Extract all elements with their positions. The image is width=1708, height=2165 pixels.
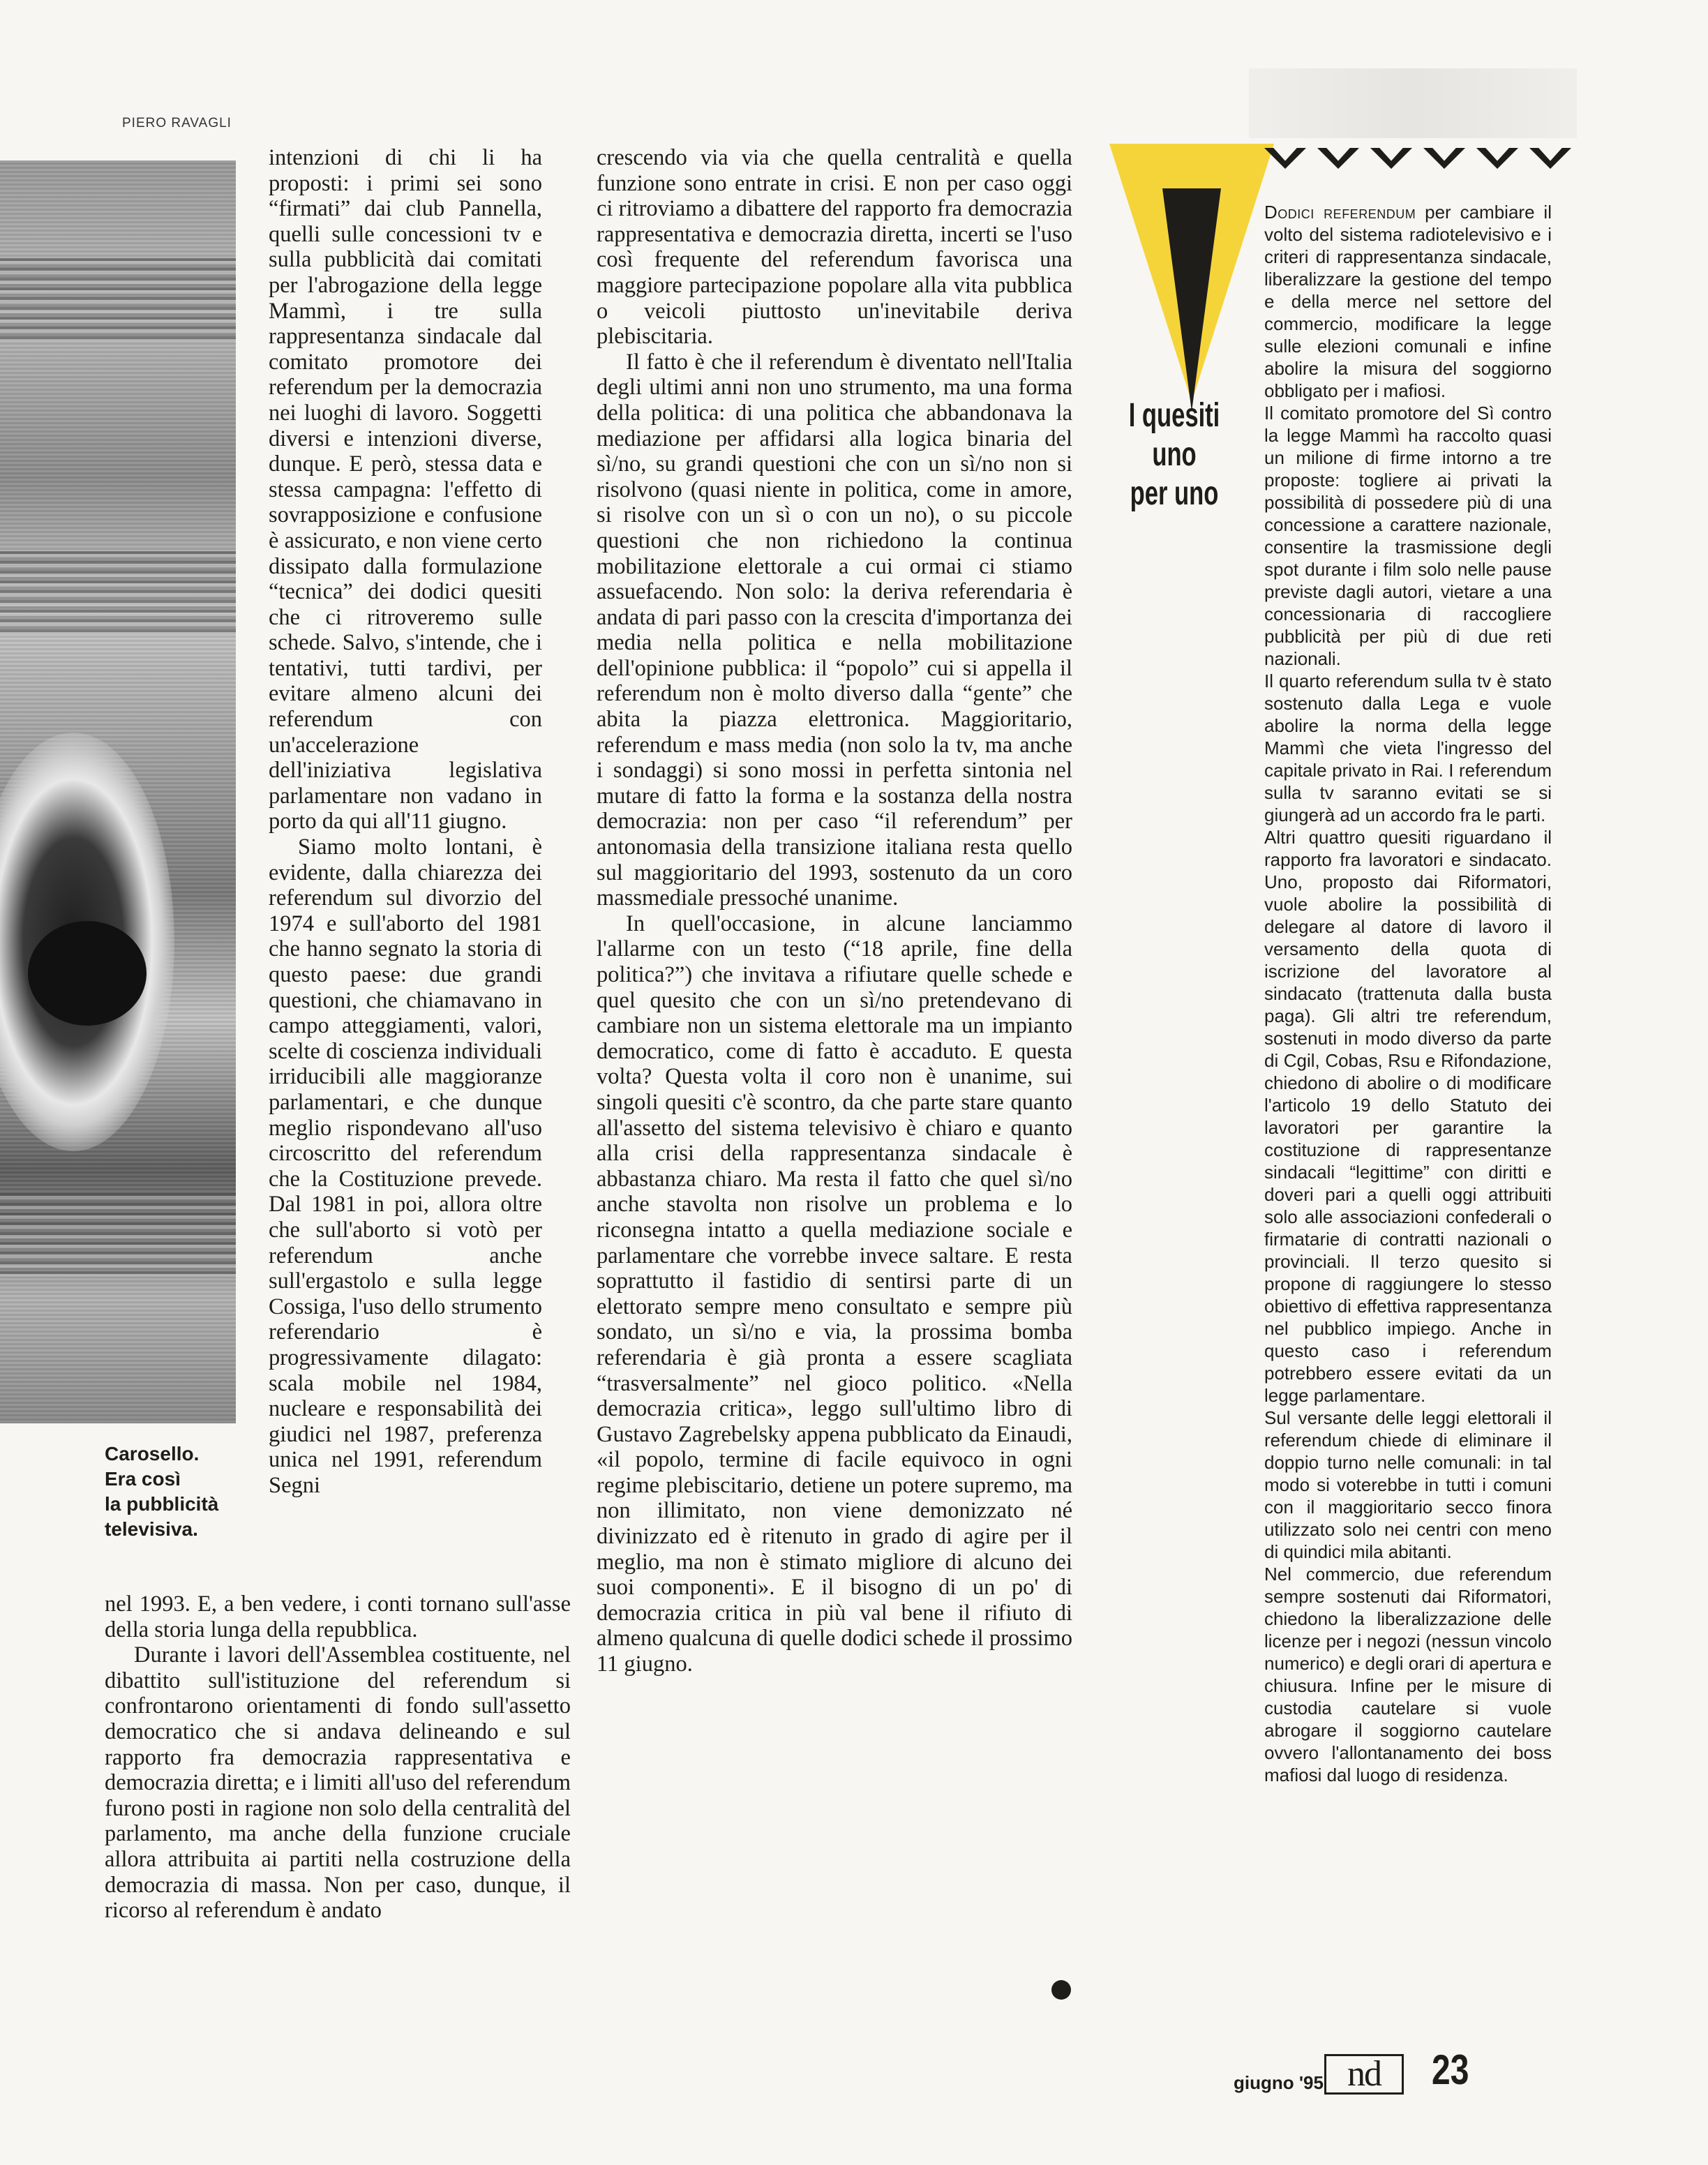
sidebar-paragraph: Sul versante delle leggi elettorali il referendum chiede di eliminare il doppio turno nelle comunali: in tal modo si voterebbe in tutti i comuni con il maggioritario secco finora utilizzato solo nei centri con meno di quindici mila abitanti. [1264, 1407, 1552, 1562]
article-column-1-bottom [105, 1591, 571, 1924]
sidebar-paragraph: Il quarto referendum sulla tv è stato sostenuto dalla Lega e vuole abolire la norma della legge Mammì che vieta l'ingresso del capitale privato in Rai. I referendum sulla tv saranno evitati se si giungerà ad un accordo fra le parti. [1264, 671, 1552, 825]
article-column-2 [597, 145, 1072, 1677]
photo-mouth [28, 921, 147, 1026]
page-number: 23 [1432, 2046, 1469, 2093]
article-paragraph: crescendo via via che quella centralità e quella funzione sono entrate in crisi. E non per caso oggi ci ritroviamo a dibattere del rapporto fra democrazia rappresentativa e democrazia diretta, incerti se l'uso così frequente del referendum favorisca una maggiore partecipazione popolare alla vita pubblica o veicoli piuttosto un'inevitabile deriva plebiscitaria. [597, 145, 1072, 350]
chevron-down-icon [1317, 148, 1359, 169]
faded-heading-bleed [1249, 68, 1577, 138]
carosello-photo [0, 160, 236, 1423]
caption-line: televisiva. [105, 1518, 198, 1540]
sidebar-paragraph: Nel commercio, due referendum sempre sostenuti dai Riformatori, chiedono la liberalizzazione delle licenze per i negozi (nessun vincolo numerico) e degli orari di apertura e chiusura. Infine per le misure di custodia cautelare si vuole abrogare il soggiorno cautelare ovvero l'allontanamento dei boss mafiosi dal luogo di residenza. [1264, 1564, 1552, 1785]
article-paragraph: nel 1993. E, a ben vedere, i conti tornano sull'asse della storia lunga della repubblica. [105, 1591, 571, 1642]
chevron-down-icon [1264, 148, 1306, 169]
article-column-1 [269, 145, 542, 1498]
photo-band [0, 1193, 236, 1277]
article-paragraph: In quell'occasione, in alcune lanciammo l'allarme con un testo (“18 aprile, fine della politica?”) che invitava a rifiutare quelle schede e quel quesito che con un sì/no pretendevano di cambiare non un sistema elettorale ma un impianto democratico, come di fatto è accaduto. E questa volta? Questa volta il coro non è unanime, sui singoli quesiti c'è scontro, da che parte stare quanto all'assetto del sistema televisivo è chiaro e quanto alla crisi della rappresentanza sindacale è abbastanza chiaro. Ma resta il fatto che quel sì/no anche stavolta non risolve un problema e lo riconsegna intatto a quella mediazione sociale e parlamentare che vorrebbe invece saltare. E resta soprattutto il fastidio di sentirsi parte di un elettorato sempre meno consultato e sempre più sondato, un sì/no e via, la prossima bomba referendaria è già pronta a essere scagliata “trasversalmente” nel gioco politico. «Nella democrazia critica», leggo sull'ultimo libro di Gustavo Zagrebelsky appena pubblicato da Einaudi, «il popolo, termine di facile equivoco in ogni regime plebiscitario, detiene un potere supremo, ma non illimitato, non viene demonizzato né divinizzato ed è ritenuto in grado di agire per il meglio, ma non è stimato migliore di alcuno dei suoi componenti». E il bisogno di un po' di democrazia critica in più val bene il rifiuto di almeno qualcuna di quelle dodici schede il prossimo 11 giugno. [597, 911, 1072, 1677]
sidebar-box [1264, 201, 1552, 1786]
photo-band [0, 551, 236, 635]
sidebar-title [1128, 396, 1221, 514]
article-paragraph: Durante i lavori dell'Assemblea costituente, nel dibattito sull'istituzione del referendum si confrontarono orientamenti di fondo sull'assetto democratico che si andava delineando e sul rapporto fra democrazia rappresentativa e democrazia diretta; e i limiti all'uso del referendum furono posti in ragione non solo della centralità del parlamento, ma anche della funzione cruciale allora attribuita ai partiti nella costruzione della democrazia di massa. Non per caso, dunque, il ricorso al referendum è andato [105, 1642, 571, 1924]
issue-date: giugno '95 [1234, 2072, 1324, 2093]
sidebar-title-line: uno [1152, 436, 1197, 473]
photo-caption [105, 1441, 218, 1542]
caption-line: Era così [105, 1468, 181, 1490]
chevron-down-icon [1476, 148, 1518, 169]
author-byline: PIERO RAVAGLI [122, 116, 232, 130]
magazine-logo: nd [1324, 2054, 1404, 2095]
sidebar-title-line: per uno [1130, 475, 1219, 512]
end-of-article-dot [1051, 1980, 1071, 2000]
chevron-down-icon [1529, 148, 1571, 169]
article-paragraph: Siamo molto lontani, è evidente, dalla chiarezza dei referendum sul divorzio del 1974 e sull'aborto del 1981 che hanno segnato la storia di questo paese: due grandi questioni, che chiamavano in campo atteggiamenti, valori, scelte di coscienza individuali irriducibili alle maggioranze parlamentari, e che dunque meglio rispondevano all'uso circoscritto del referendum che la Costituzione prevede. Dal 1981 in poi, allora oltre che sull'aborto si votò per referendum anche sull'ergastolo e sulla legge Cossiga, l'uso dello strumento referendario è progressivamente dilagato: scala mobile nel 1984, nucleare e responsabilità dei giudici nel 1987, preferenza unica nel 1991, referendum Segni [269, 834, 542, 1498]
article-paragraph: Il fatto è che il referendum è diventato nell'Italia degli ultimi anni non uno strumento, ma una forma della politica: di una politica che abbandonava la mediazione per affidarsi alla logica binaria del sì/no, su grandi questioni che con un sì/no non si risolvono (quasi niente in politica, come in amore, si risolve con un sì o con un no), o su piccole questioni che non richiedono la continua mobilitazione elettorale a cui ormai ci stiamo assuefacendo. Non solo: la deriva referendaria è andata di pari passo con la crescita d'importanza dei media nella politica e nella mobilitazione dell'opinione pubblica: il “popolo” cui si appella il referendum non è molto diverso dalla “gente” che abita la piazza elettronica. Maggioritario, referendum e mass media (non solo la tv, ma anche i sondaggi) si sono mossi in perfetta sintonia nel mutare di fatto la forma e la sostanza della nostra democrazia: non per caso “il referendum” per antonomasia della transizione italiana resta quello sul maggioritario del 1993, sostenuto da un coro massmediale pressoché unanime. [597, 349, 1072, 911]
sidebar-paragraph [1264, 201, 1552, 402]
sidebar-paragraph: Altri quattro quesiti riguardano il rapporto fra lavoratori e sindacato. Uno, proposto dai Riformatori, vuole abolire la possibilità di delegare al datore di lavoro il versamento della quota di iscrizione del lavoratore al sindacato (trattenuta dalla busta paga). Gli altri tre referendum, sostenuti in modo diverso da parte di Cgil, Cobas, Rsu e Rifondazione, chiedono di abolire o di modificare l'articolo 19 dello Statuto dei lavoratori per garantire la costituzione di rappresentanze sindacali “legittime” con diritti e doveri pari a quelli oggi attribuiti solo alle associazioni confederali o firmatarie di contratti nazionali o provinciali. Il terzo quesito si propone di raggiungere lo stesso obiettivo di effettiva rappresentanza nel pubblico impiego. Anche in questo caso i referendum potrebbero essere evitati da un legge parlamentare. [1264, 827, 1552, 1406]
photo-band [0, 258, 236, 342]
sidebar-lead-text: per cambiare il volto del sistema radiotelevisivo e i criteri di rappresentanza sindacale, liberalizzare la gestione del tempo e della merce nel settore del commercio, modificare la legge sulle elezioni comunali e infine abolire la misura del soggiorno obbligato per i mafiosi. [1264, 202, 1552, 401]
sidebar-paragraph: Il comitato promotore del Sì contro la legge Mammì ha raccolto quasi un milione di firme intorno a tre proposte: togliere ai privati la possibilità di possedere più di una concessione a carattere nazionale, consentire la trasmissione degli spot durante i film solo nelle pause previste dagli autori, vietare a una concessionaria di raccogliere pubblicità per più di due reti nazionali. [1264, 403, 1552, 669]
chevron-down-icon [1370, 148, 1412, 169]
chevron-row [1264, 148, 1571, 181]
caption-line: la pubblicità [105, 1493, 219, 1515]
sidebar-lead: Dodici referendum [1264, 202, 1416, 223]
chevron-down-icon [1423, 148, 1465, 169]
sidebar-title-line: I quesiti [1128, 397, 1220, 434]
caption-line: Carosello. [105, 1443, 200, 1464]
article-paragraph: intenzioni di chi li ha proposti: i primi sei sono “firmati” dai club Pannella, quelli sulle concessioni tv e sulla pubblicità dai comitati per l'abrogazione della legge Mammì, i tre sulla rappresentanza sindacale dal comitato promotore dei referendum per la democrazia nei luoghi di lavoro. Soggetti diversi e intenzioni diverse, dunque. E però, stessa data e stessa campagna: l'effetto di sovrapposizione e confusione è assicurato, e non viene certo dissipato dalla formulazione “tecnica” dei dodici quesiti che ci ritroveremo sulle schede. Salvo, s'intende, che i tentativi, tutti tardivi, per evitare almeno alcuni dei referendum con un'accelerazione dell'iniziativa legislativa parlamentare non vadano in porto da qui all'11 giugno. [269, 145, 542, 834]
